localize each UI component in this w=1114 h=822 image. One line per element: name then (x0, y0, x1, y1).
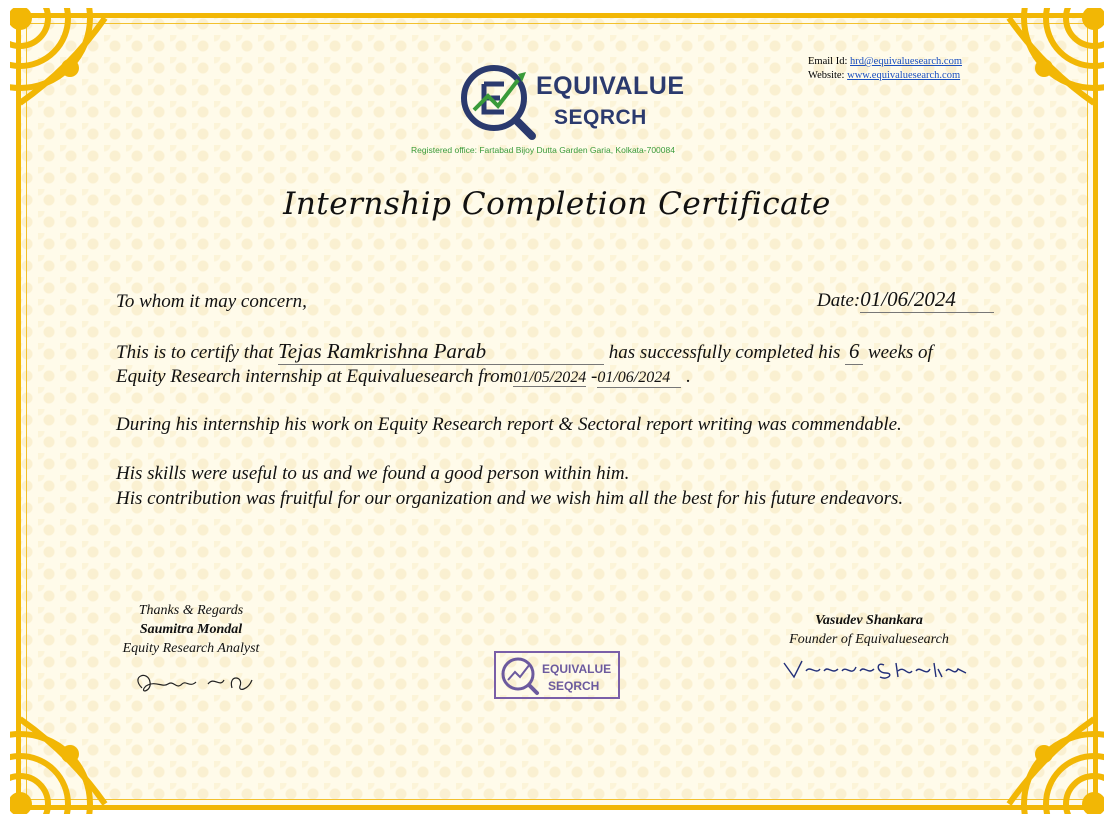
magnifier-logo-icon (456, 60, 546, 142)
date-line (817, 287, 994, 313)
signatory-right-role: Founder of Equivaluesearch (789, 632, 949, 647)
contact-block (808, 55, 962, 83)
corner-ornament-top-left (10, 8, 125, 123)
signatory-right (768, 611, 970, 649)
stamp-logo-icon (498, 654, 542, 698)
signatory-right-name: Vasudev Shankara (815, 613, 923, 628)
logo-text-equivalue: EQUIVALUE (536, 72, 685, 100)
salutation: To whom it may concern, (116, 291, 307, 312)
certify-line-1 (116, 339, 933, 365)
thanks-regards: Thanks & Regards (138, 603, 244, 618)
website-link[interactable]: www.equivaluesearch.com (847, 70, 961, 81)
signatory-left-name: Saumitra Mondal (139, 622, 243, 637)
corner-ornament-bottom-left (10, 699, 125, 814)
email-label: Email Id: (808, 56, 848, 67)
logo-text-search: SEQRCH (554, 106, 647, 129)
certify-middle: has successfully completed his (608, 342, 841, 363)
to-date: 01/06/2024 (597, 369, 681, 388)
corner-ornament-top-right (989, 8, 1104, 123)
weeks-count: 6 (845, 339, 863, 365)
signature-right-icon (780, 655, 970, 685)
certify-prefix: This is to certify that (116, 342, 274, 363)
date-label: Date: (817, 290, 861, 311)
company-logo (456, 60, 685, 142)
signature-left-icon (128, 666, 268, 700)
signatory-left (96, 601, 286, 658)
website-label: Website: (808, 70, 845, 81)
certify-end: . (686, 366, 691, 387)
corner-ornament-bottom-right (989, 699, 1104, 814)
paragraph-contribution: His contribution was fruitful for our organization and we wish him all the best for his future endeavors. (116, 488, 904, 509)
paragraph-skills: His skills were useful to us and we found a good person within him. (116, 463, 630, 484)
email-link[interactable]: hrd@equivaluesearch.com (850, 56, 962, 67)
website-line (808, 69, 962, 83)
from-date: 01/05/2024 (513, 369, 587, 386)
intern-name: Tejas Ramkrishna Parab (278, 339, 604, 365)
paragraph-work: During his internship his work on Equity Research report & Sectoral report writing was commendable. (116, 414, 902, 435)
email-line (808, 55, 962, 69)
registered-office: Registered office: Fartabad Bijoy Dutta Garden Garia, Kolkata-700084 (411, 145, 675, 155)
certificate-title: Internship Completion Certificate (283, 186, 831, 222)
certify-suffix: weeks of (867, 342, 933, 363)
date-dash: - (590, 366, 598, 387)
signatory-left-role: Equity Research Analyst (122, 641, 260, 656)
company-stamp (494, 651, 620, 699)
certify-line2-prefix: Equity Research internship at Equivaluesearch from (116, 366, 514, 387)
stamp-text-search: SEQRCH (548, 679, 600, 693)
certify-line-2 (116, 366, 691, 388)
date-value: 01/06/2024 (860, 287, 994, 313)
stamp-text-equivalue: EQUIVALUE (542, 662, 612, 676)
